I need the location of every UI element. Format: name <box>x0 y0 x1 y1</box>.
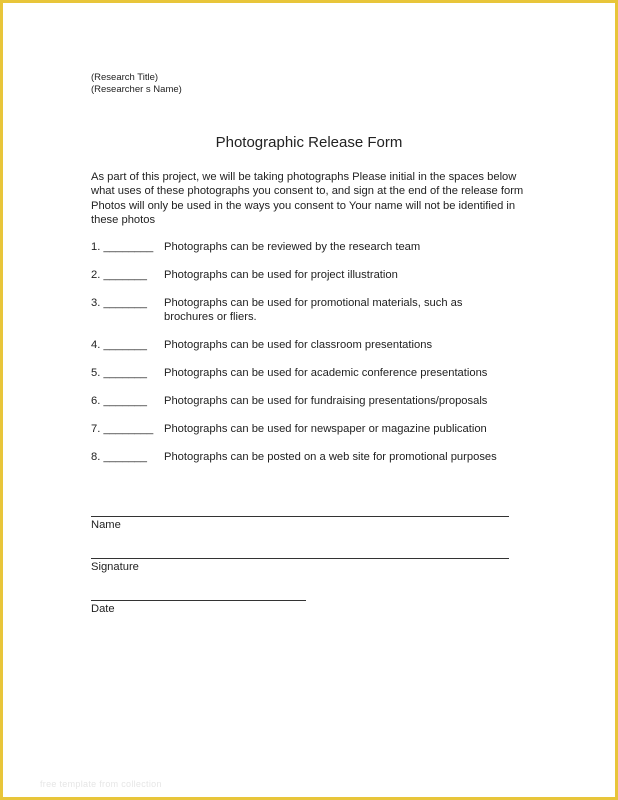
consent-item-initial-blank[interactable]: 4. _______ <box>91 339 147 351</box>
consent-item-text: Photographs can be used for project illustration <box>164 269 398 281</box>
form-title: Photographic Release Form <box>215 134 403 151</box>
consent-item-initial-blank[interactable]: 8. _______ <box>91 451 147 463</box>
consent-item-initial-blank[interactable]: 3. _______ <box>91 297 147 309</box>
consent-item-initial-blank[interactable]: 2. _______ <box>91 269 147 281</box>
consent-item-text: Photographs can be used for fundraising presentations/proposals <box>164 395 488 407</box>
consent-item-text: Photographs can be posted on a web site for promotional purposes <box>164 451 497 463</box>
signature-label: Signature <box>91 561 139 573</box>
consent-item-text: Photographs can be used for newspaper or magazine publication <box>164 423 487 435</box>
consent-item-text: Photographs can be used for academic conference presentations <box>164 367 488 379</box>
consent-item-initial-blank[interactable]: 1. ________ <box>91 241 154 253</box>
date-label: Date <box>91 603 115 615</box>
consent-item-initial-blank[interactable]: 5. _______ <box>91 367 147 379</box>
intro-paragraph: As part of this project, we will be taking photographs Please initial in the spaces below what uses of these photographs you consent to, and sign at the end of the release form Photos will only be used in the ways you consent to Your name will not be identified in these photos <box>91 171 524 227</box>
watermark: free template from collection <box>40 779 162 789</box>
name-label: Name <box>91 519 121 531</box>
signature-line[interactable] <box>91 558 509 559</box>
consent-item-text: Photographs can be reviewed by the research team <box>164 241 421 253</box>
name-line[interactable] <box>91 516 509 517</box>
date-line[interactable] <box>91 600 306 601</box>
researcher-name: (Researcher s Name) <box>91 84 182 95</box>
consent-item-text: Photographs can be used for classroom presentations <box>164 339 433 351</box>
research-title: (Research Title) <box>91 72 159 83</box>
consent-item-initial-blank[interactable]: 6. _______ <box>91 395 147 407</box>
consent-item-text: Photographs can be used for promotional materials, such as brochures or fliers. <box>164 297 463 324</box>
consent-item-initial-blank[interactable]: 7. ________ <box>91 423 154 435</box>
